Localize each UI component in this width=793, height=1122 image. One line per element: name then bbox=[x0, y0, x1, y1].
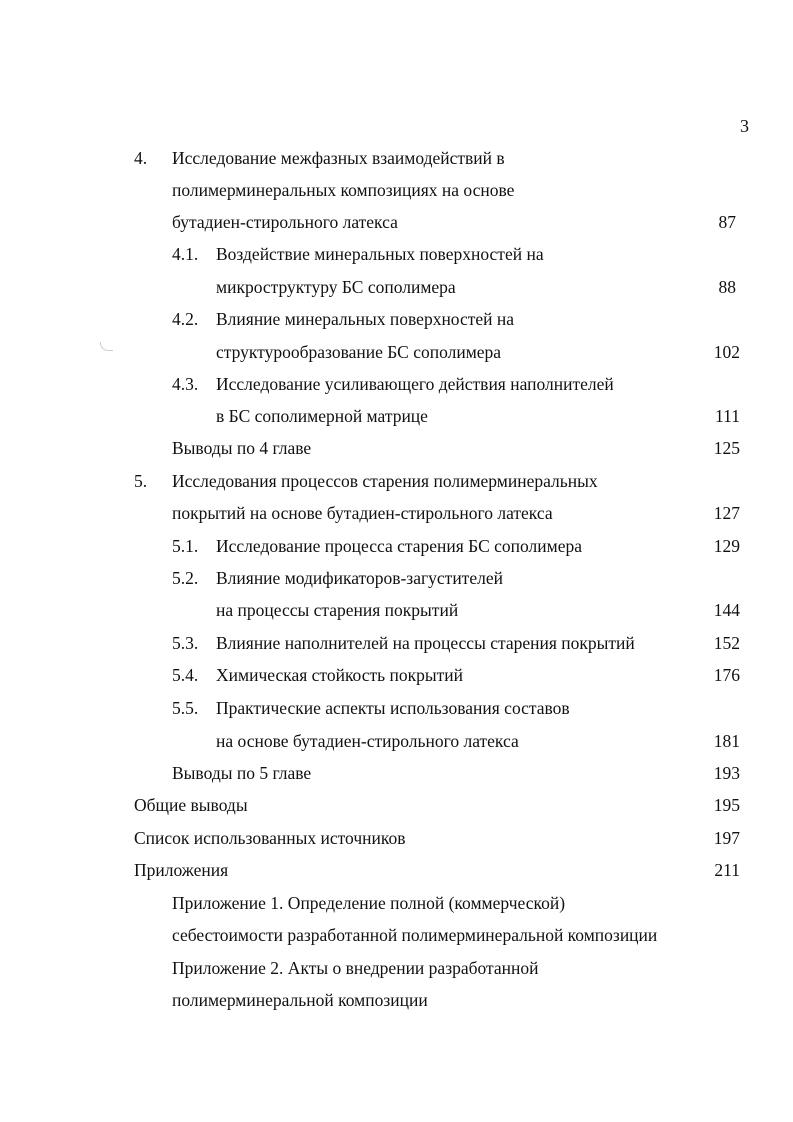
section-5-4-number: 5.4. bbox=[172, 665, 199, 685]
appendix-1-line-2: себестоимости разработанной полимерминеральной композиции bbox=[172, 925, 658, 945]
section-4-1-number: 4.1. bbox=[172, 244, 199, 264]
section-5-1-title: Исследование процесса старения БС сополимера bbox=[216, 536, 582, 556]
section-5-5-number: 5.5. bbox=[172, 698, 199, 718]
chapter-5-number: 5. bbox=[134, 471, 148, 491]
section-4-2-page: 102 bbox=[713, 342, 740, 362]
general-conclusions: Общие выводы bbox=[134, 795, 248, 815]
appendix-2-line-2: полимерминеральной композиции bbox=[172, 990, 428, 1010]
section-5-2-title-line-1: Влияние модификаторов-загустителей bbox=[216, 568, 503, 588]
chapter-4-conclusions: Выводы по 4 главе bbox=[172, 438, 312, 458]
general-conclusions-page: 195 bbox=[713, 795, 740, 815]
chapter-4-title-line-1: Исследование межфазных взаимодействий в bbox=[172, 148, 505, 168]
section-4-1-title-line-1: Воздействие минеральных поверхностей на bbox=[216, 244, 544, 264]
section-4-3-title-line-1: Исследование усиливающего действия наполнителей bbox=[216, 374, 614, 394]
section-4-3-page: 111 bbox=[715, 406, 740, 426]
section-5-1-number: 5.1. bbox=[172, 536, 199, 556]
section-5-3-number: 5.3. bbox=[172, 633, 199, 653]
section-5-5-page: 181 bbox=[713, 731, 740, 751]
section-4-3-title-line-2: в БС сополимерной матрице bbox=[216, 406, 428, 426]
section-5-5-title-line-1: Практические аспекты использования составов bbox=[216, 698, 570, 718]
section-4-1-title-line-2: микроструктуру БС сополимера bbox=[216, 277, 456, 297]
section-5-2-number: 5.2. bbox=[172, 568, 199, 588]
chapter-4-title-line-2: полимерминеральных композициях на основе bbox=[172, 180, 515, 200]
references: Список использованных источников bbox=[134, 828, 406, 848]
section-5-3-page: 152 bbox=[713, 633, 740, 653]
section-5-3-title: Влияние наполнителей на процессы старения покрытий bbox=[216, 633, 635, 653]
section-5-4-title: Химическая стойкость покрытий bbox=[216, 665, 464, 685]
section-4-2-number: 4.2. bbox=[172, 309, 199, 329]
section-5-2-page: 144 bbox=[713, 600, 740, 620]
chapter-5-page: 127 bbox=[713, 503, 740, 523]
appendices-page: 211 bbox=[714, 860, 740, 880]
chapter-4-number: 4. bbox=[134, 148, 148, 168]
appendices: Приложения bbox=[134, 860, 229, 880]
section-5-1-page: 129 bbox=[713, 536, 740, 556]
appendix-1-line-1: Приложение 1. Определение полной (коммерческой) bbox=[172, 893, 566, 913]
chapter-5-title-line-2: покрытий на основе бутадиен-стирольного латекса bbox=[172, 503, 553, 523]
section-4-2-title-line-2: структурообразование БС сополимера bbox=[216, 342, 502, 362]
section-5-2-title-line-2: на процессы старения покрытий bbox=[216, 600, 459, 620]
section-5-5-title-line-2: на основе бутадиен-стирольного латекса bbox=[216, 731, 519, 751]
chapter-5-conclusions-page: 193 bbox=[713, 763, 740, 783]
section-4-3-number: 4.3. bbox=[172, 374, 199, 394]
page-number: 3 bbox=[740, 116, 749, 136]
chapter-4-conclusions-page: 125 bbox=[713, 438, 740, 458]
chapter-5-title-line-1: Исследования процессов старения полимерминеральных bbox=[172, 471, 598, 491]
chapter-4-page: 87 bbox=[718, 212, 736, 232]
chapter-4-title-line-3: бутадиен-стирольного латекса bbox=[172, 212, 398, 232]
references-page: 197 bbox=[713, 828, 740, 848]
chapter-5-conclusions: Выводы по 5 главе bbox=[172, 763, 312, 783]
section-5-4-page: 176 bbox=[713, 665, 740, 685]
section-4-1-page: 88 bbox=[718, 277, 736, 297]
section-4-2-title-line-1: Влияние минеральных поверхностей на bbox=[216, 309, 515, 329]
appendix-2-line-1: Приложение 2. Акты о внедрении разработанной bbox=[172, 958, 539, 978]
